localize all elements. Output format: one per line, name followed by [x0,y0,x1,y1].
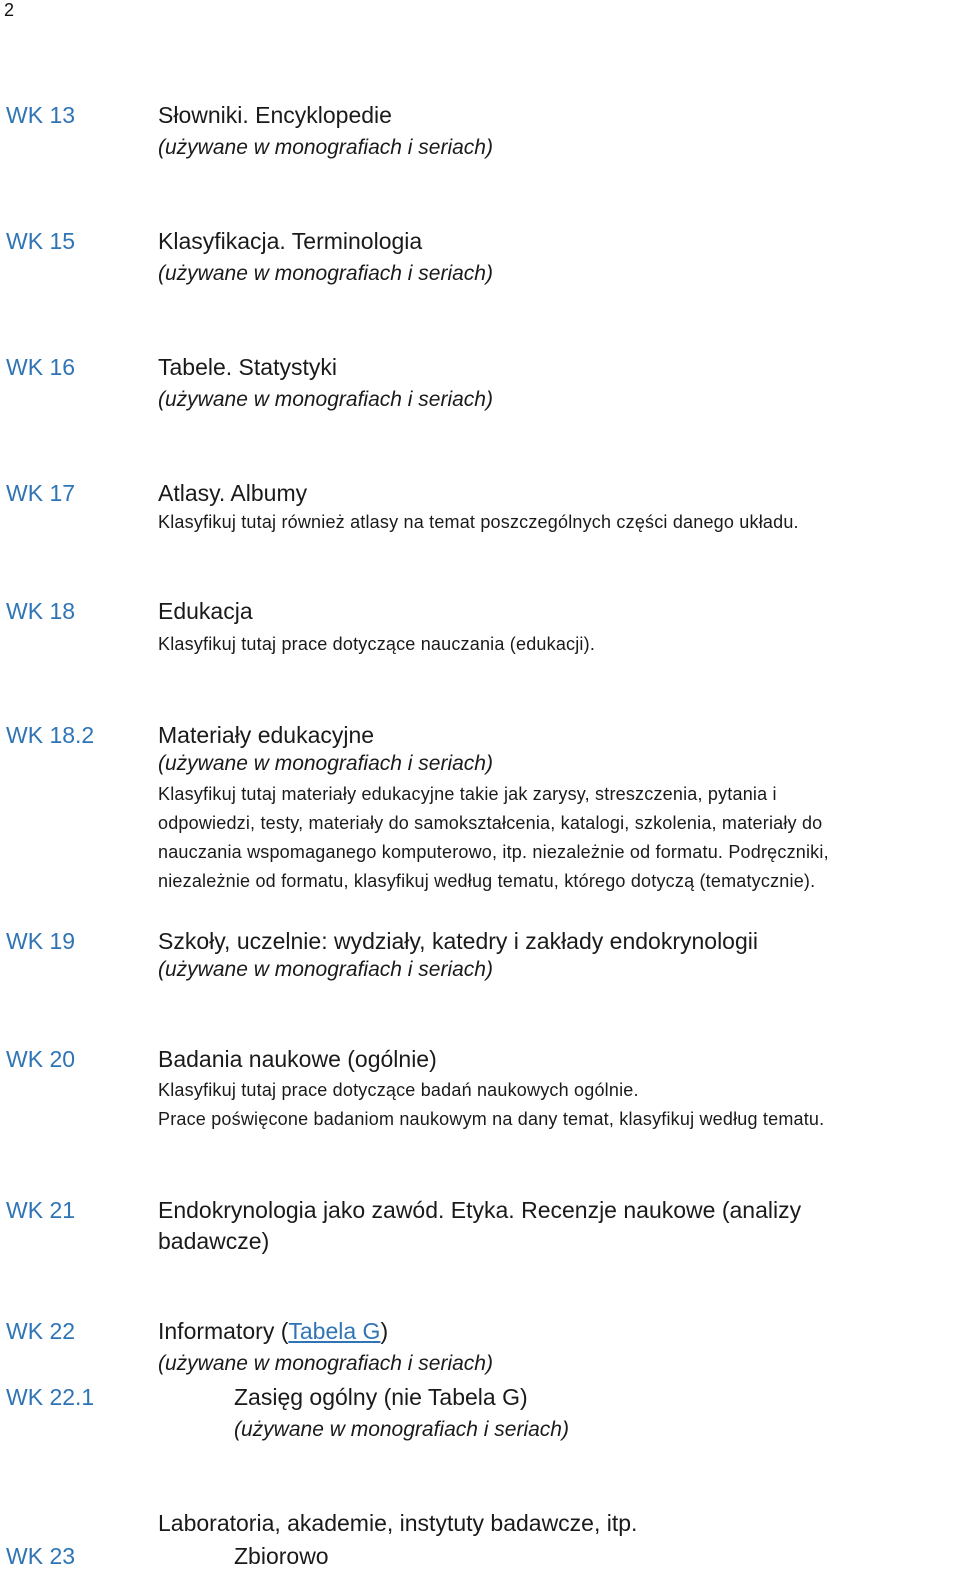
entry-note-line: nauczania wspomaganego komputerowo, itp. niezależnie od formatu. Podręczniki, [158,842,829,862]
entry-title: Szkoły, uczelnie: wydziały, katedry i zakłady endokrynologii [158,928,758,954]
entry-title: Edukacja [158,598,253,624]
entry-title: Tabele. Statystyki [158,354,337,380]
entry-title: Słowniki. Encyklopedie [158,102,392,128]
entry-code: WK 21 [6,1197,76,1223]
entry-title-line: Endokrynologia jako zawód. Etyka. Recenzje naukowe (analizy [158,1197,802,1223]
entry-note-line: niezależnie od formatu, klasyfikuj według tematu, którego dotyczą (tematycznie). [158,871,816,891]
entry-title: Atlasy. Albumy [158,480,308,506]
entry-note: Klasyfikuj tutaj również atlasy na temat poszczególnych części danego układu. [158,512,799,532]
entry-title: Laboratoria, akademie, instytuty badawcze, itp. [158,1510,638,1536]
entry-note-line: Klasyfikuj tutaj materiały edukacyjne takie jak zarysy, streszczenia, pytania i [158,784,777,804]
entry-note-line: odpowiedzi, testy, materiały do samokształcenia, katalogi, szkolenia, materiały do [158,813,823,833]
entry-code: WK 22 [6,1318,76,1344]
entry-code: WK 13 [6,102,76,128]
page-number: 2 [4,0,15,20]
entry-code: WK 20 [6,1046,76,1072]
entry-title: Materiały edukacyjne [158,722,375,748]
entry-code: WK 18.2 [6,722,95,748]
entry-usage: (używane w monografiach i seriach) [158,388,493,411]
entry-usage: (używane w monografiach i seriach) [158,136,493,159]
entry-code: WK 23 [6,1543,76,1569]
entry-title: Badania naukowe (ogólnie) [158,1046,437,1072]
entry-usage: (używane w monografiach i seriach) [158,958,493,981]
entry-note: Klasyfikuj tutaj prace dotyczące nauczania (edukacji). [158,634,596,654]
entry-code: WK 16 [6,354,76,380]
title-prefix: Informatory ( [158,1318,289,1344]
entry-usage: (używane w monografiach i seriach) [158,752,493,775]
entry-title-line: badawcze) [158,1228,270,1254]
entry-note-line: Klasyfikuj tutaj prace dotyczące badań naukowych ogólnie. [158,1080,639,1100]
entry-code: WK 19 [6,928,76,954]
entry-title: Zasięg ogólny (nie Tabela G) [234,1384,528,1410]
entry-code: WK 17 [6,480,76,506]
entry-usage: (używane w monografiach i seriach) [158,1352,493,1375]
title-suffix: ) [380,1318,389,1344]
tabela-g-link[interactable]: Tabela G [288,1318,381,1344]
entry-usage: (używane w monografiach i seriach) [234,1418,569,1441]
entry-title [158,1318,388,1345]
entry-note-line: Prace poświęcone badaniom naukowym na dany temat, klasyfikuj według tematu. [158,1109,825,1129]
entry-title: Klasyfikacja. Terminologia [158,228,423,254]
entry-code: WK 22.1 [6,1384,95,1410]
entry-code: WK 15 [6,228,76,254]
entry-code: WK 18 [6,598,76,624]
entry-usage: (używane w monografiach i seriach) [158,262,493,285]
entry-subtitle: Zbiorowo [234,1543,329,1569]
